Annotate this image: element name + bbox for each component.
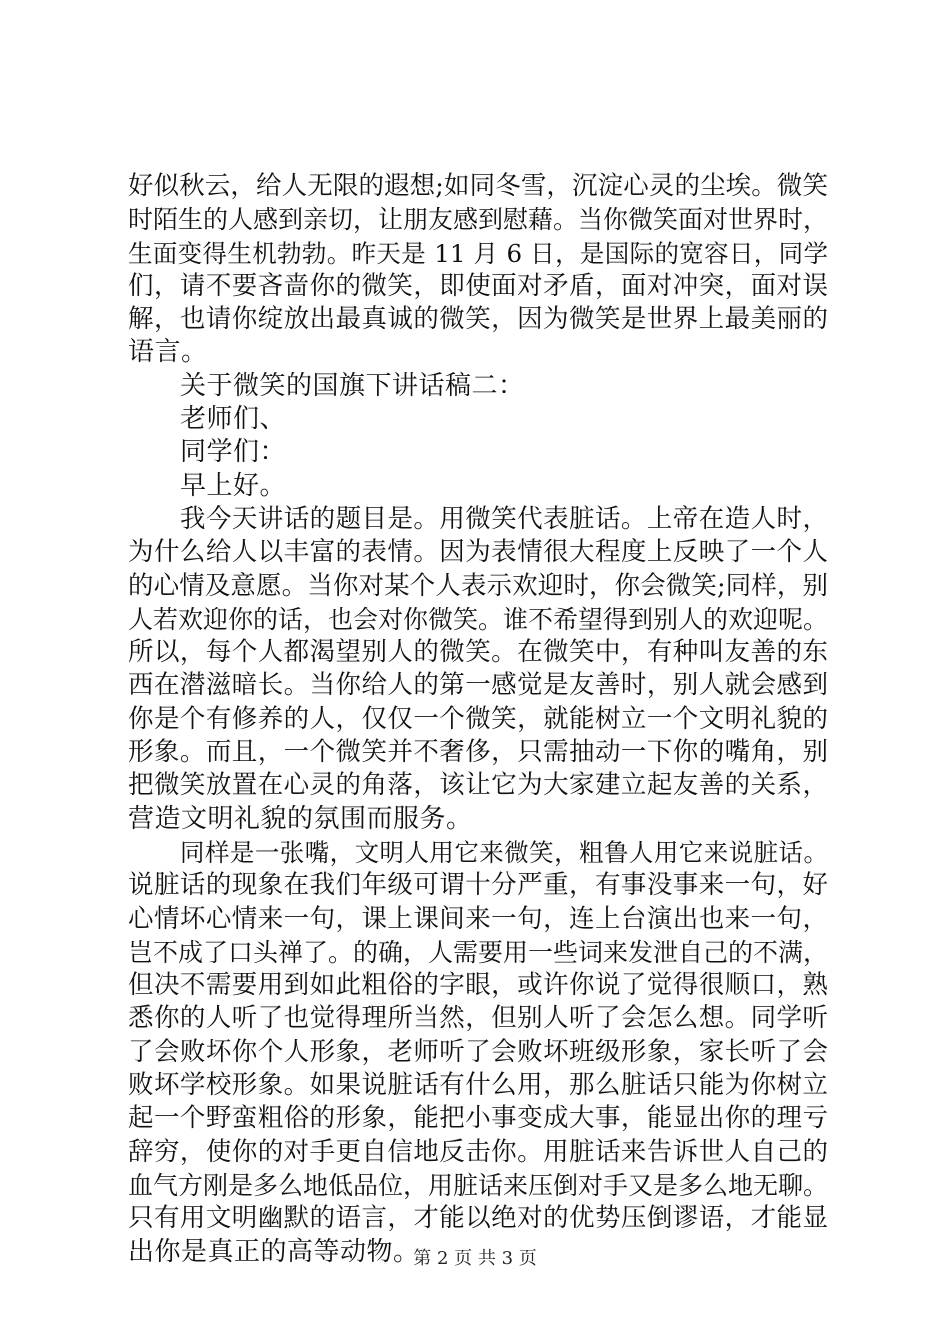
text-line: 关于微笑的国旗下讲话稿二： — [180, 370, 525, 401]
text-line: 岂不成了口头禅了。的确，人需要用一些词来发泄自己的不满， — [128, 937, 829, 967]
text-line: 早上好。 — [180, 470, 287, 501]
text-line: 老师们、 — [180, 404, 287, 435]
text-line: 解，也请你绽放出最真诚的微笑，因为微笑是世界上最美丽的 — [128, 304, 828, 335]
text-line: 时陌生的人感到亲切，让朋友感到慰藉。当你微笑面对世界时， — [128, 205, 829, 235]
text-line: 出你是真正的高等动物。 — [128, 1236, 420, 1267]
text-line: 语言。 — [128, 337, 208, 368]
text-line: 营造文明礼貌的氛围而服务。 — [128, 803, 473, 834]
text-line: 好似秋云，给人无限的遐想;如同冬雪，沉淀心灵的尘埃。微笑 — [128, 171, 828, 201]
text-line: 了会败坏你个人形象，老师听了会败坏班级形象，家长听了会 — [128, 1036, 828, 1067]
text-line: 的心情及意愿。当你对某个人表示欢迎时，你会微笑;同样，别 — [128, 570, 828, 601]
text-line: 说脏话的现象在我们年级可谓十分严重，有事没事来一句，好 — [128, 870, 828, 901]
text-line: 血气方刚是多么地低品位，用脏话来压倒对手又是多么地无聊。 — [128, 1170, 829, 1200]
text-line: 我今天讲话的题目是。用微笑代表脏话。上帝在造人时， — [180, 503, 828, 534]
text-line: 只有用文明幽默的语言，才能以绝对的优势压倒谬语，才能显 — [128, 1203, 828, 1234]
text-line: 辞穷，使你的对手更自信地反击你。用脏话来告诉世人自己的 — [128, 1136, 828, 1167]
text-line: 把微笑放置在心灵的角落，该让它为大家建立起友善的关系， — [128, 770, 828, 801]
document-body — [128, 170, 828, 1269]
text-line: 们，请不要吝啬你的微笑，即使面对矛盾，面对冲突，面对误 — [128, 270, 828, 301]
text-line: 败坏学校形象。如果说脏话有什么用，那么脏话只能为你树立 — [128, 1070, 828, 1101]
text-line: 为什么给人以丰富的表情。因为表情很大程度上反映了一个人 — [128, 537, 828, 568]
text-line: 你是个有修养的人，仅仅一个微笑，就能树立一个文明礼貌的 — [128, 703, 828, 734]
text-line: 心情坏心情来一句，课上课间来一句，连上台演出也来一句， — [128, 903, 828, 934]
text-line: 悉你的人听了也觉得理所当然，但别人听了会怎么想。同学听 — [128, 1003, 828, 1034]
text-line: 人若欢迎你的话，也会对你微笑。谁不希望得到别人的欢迎呢。 — [128, 604, 829, 634]
page-footer: 第 2 页 共 3 页 — [413, 1248, 537, 1269]
text-line: 同学们： — [180, 437, 287, 468]
text-line: 同样是一张嘴，文明人用它来微笑，粗鲁人用它来说脏话。 — [180, 837, 828, 867]
text-line: 西在潜滋暗长。当你给人的第一感觉是友善时，别人就会感到 — [128, 670, 828, 701]
text-line: 但决不需要用到如此粗俗的字眼，或许你说了觉得很顺口，熟 — [128, 970, 828, 1001]
text-line: 所以，每个人都渴望别人的微笑。在微笑中，有种叫友善的东 — [128, 637, 828, 668]
text-line: 生面变得生机勃勃。昨天是 11 月 6 日，是国际的宽容日，同学 — [128, 238, 828, 268]
text-line: 起一个野蛮粗俗的形象，能把小事变成大事，能显出你的理亏 — [128, 1103, 828, 1134]
text-line: 形象。而且，一个微笑并不奢侈，只需抽动一下你的嘴角，别 — [128, 737, 828, 768]
